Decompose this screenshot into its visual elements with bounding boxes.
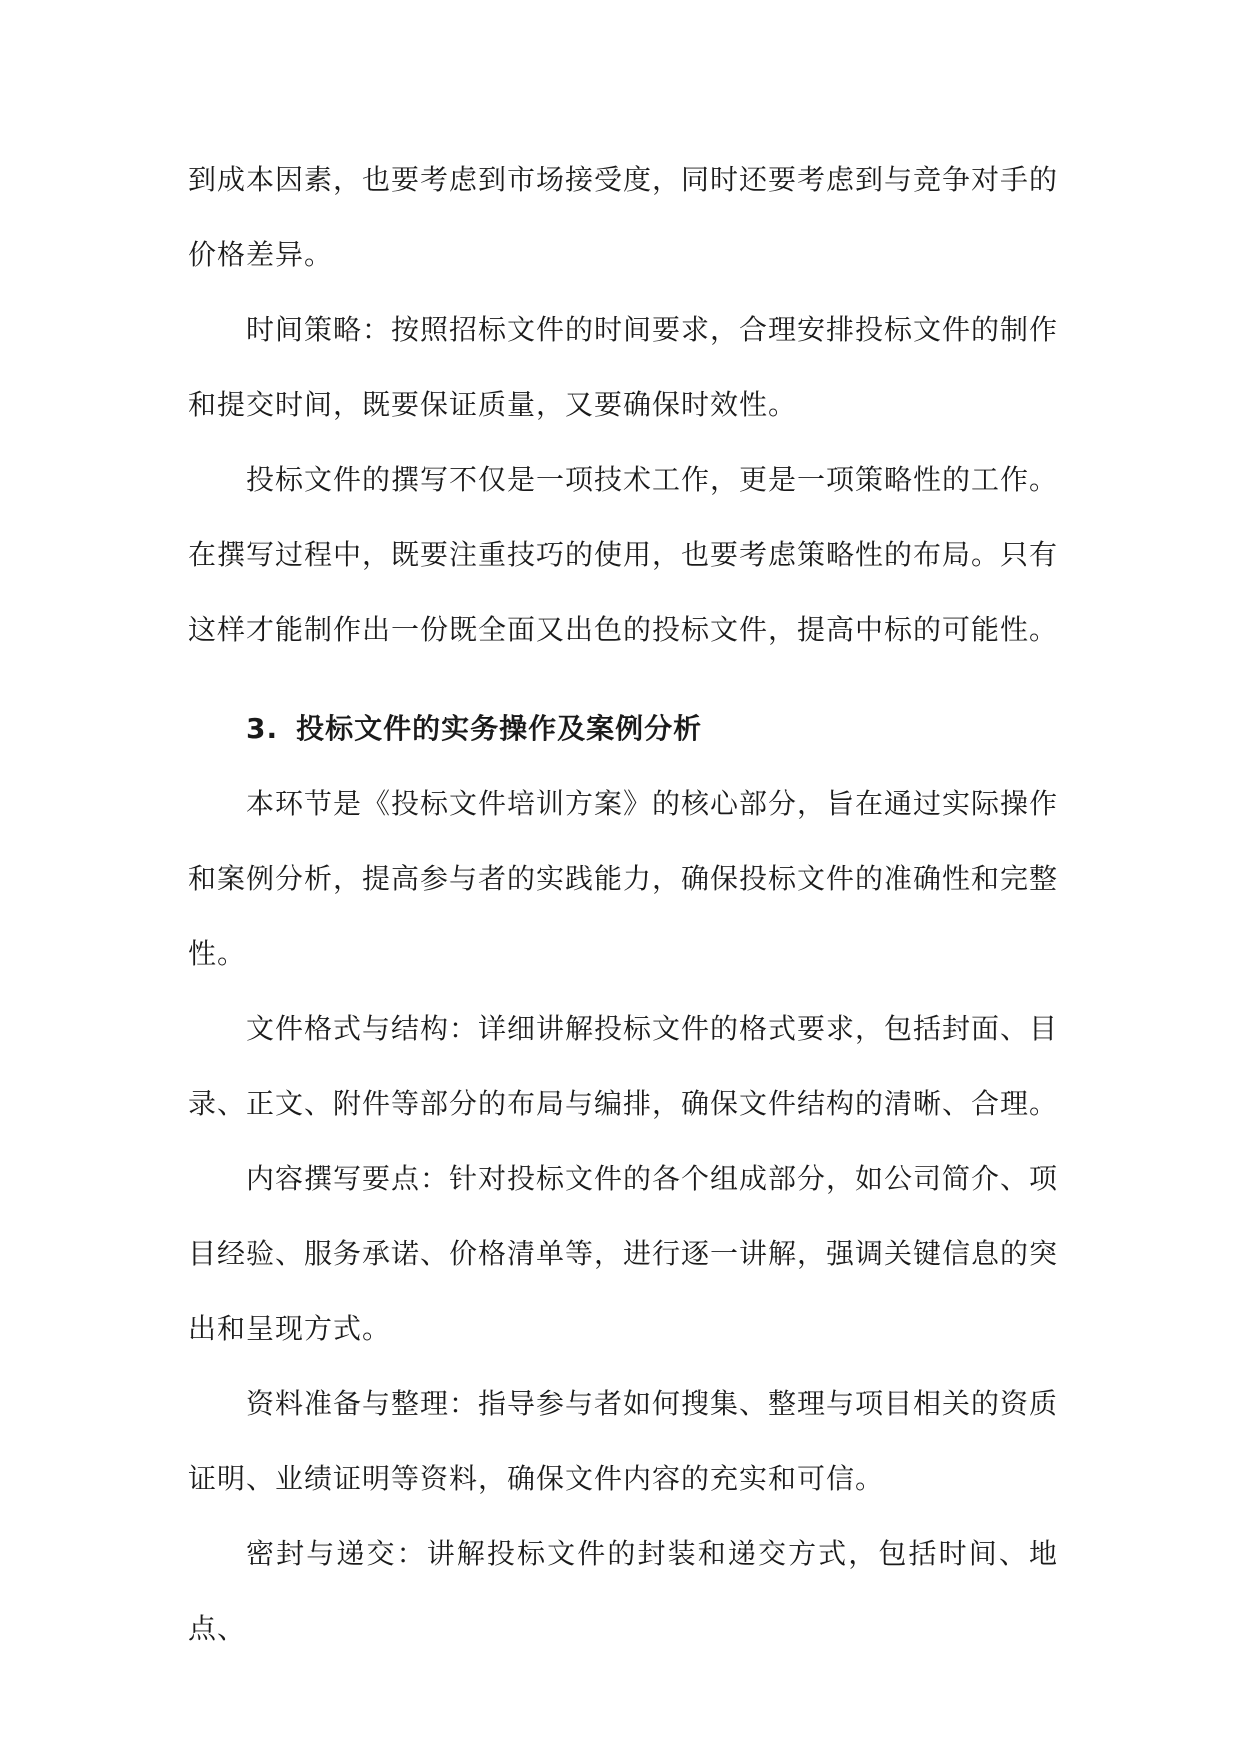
paragraph-continuation: 到成本因素，也要考虑到市场接受度，同时还要考虑到与竞争对手的价格差异。 [188, 163, 1059, 271]
paragraph-seal-submit: 密封与递交：讲解投标文件的封装和递交方式，包括时间、地点、 [188, 1537, 1058, 1645]
paragraph-writing-summary: 投标文件的撰写不仅是一项技术工作，更是一项策略性的工作。在撰写过程中，既要注重技巧的使用，也要考虑策略性的布局。只有这样才能制作出一份既全面又出色的投标文件，提高中标的可能性。 [188, 463, 1059, 646]
paragraph-format-structure: 文件格式与结构：详细讲解投标文件的格式要求，包括封面、目录、正文、附件等部分的布局与编排，确保文件结构的清晰、合理。 [188, 1012, 1059, 1120]
paragraph-time-strategy: 时间策略：按照招标文件的时间要求，合理安排投标文件的制作和提交时间，既要保证质量，又要确保时效性。 [188, 313, 1059, 421]
document-body [188, 142, 1058, 1666]
section-heading [188, 691, 1058, 766]
section-number: 3. [246, 712, 279, 745]
section-title: 投标文件的实务操作及案例分析 [296, 712, 703, 745]
paragraph-section-intro: 本环节是《投标文件培训方案》的核心部分，旨在通过实际操作和案例分析，提高参与者的实践能力，确保投标文件的准确性和完整性。 [188, 787, 1059, 970]
paragraph-material-prep: 资料准备与整理：指导参与者如何搜集、整理与项目相关的资质证明、业绩证明等资料，确保文件内容的充实和可信。 [188, 1387, 1059, 1495]
paragraph-content-points: 内容撰写要点：针对投标文件的各个组成部分，如公司简介、项目经验、服务承诺、价格清单等，进行逐一讲解，强调关键信息的突出和呈现方式。 [188, 1162, 1059, 1345]
